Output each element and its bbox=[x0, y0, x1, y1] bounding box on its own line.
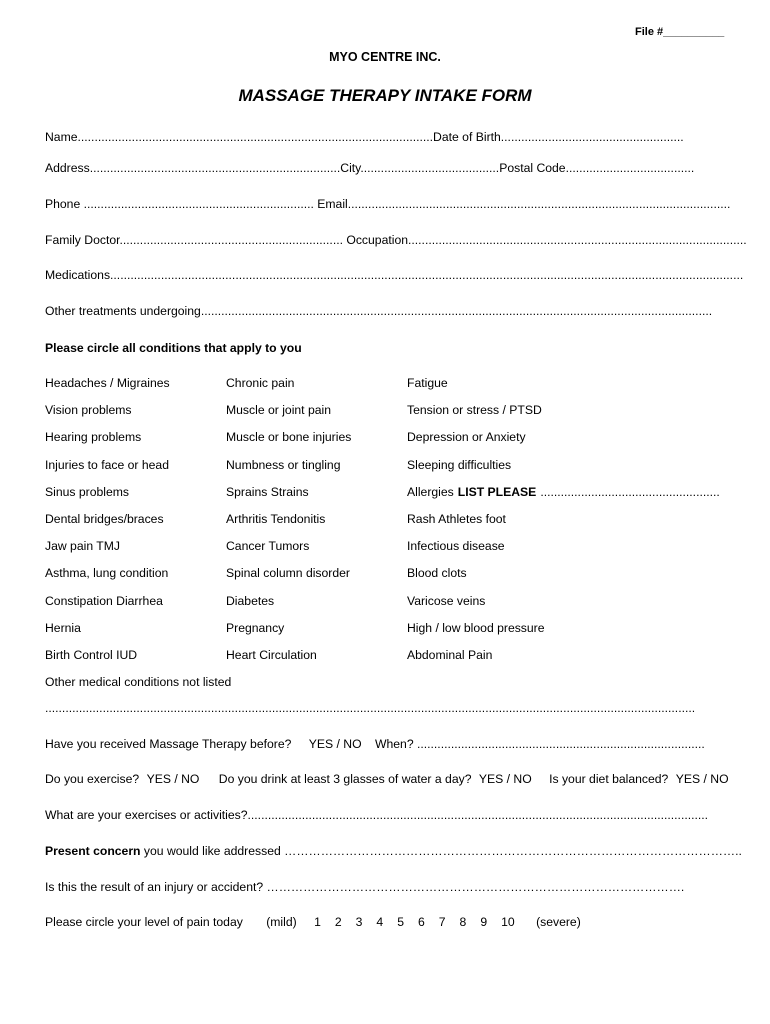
condition-item[interactable]: Arthritis Tendonitis bbox=[226, 512, 326, 526]
file-number[interactable]: File #__________ bbox=[635, 26, 725, 38]
condition-item[interactable]: Hernia bbox=[45, 620, 81, 635]
pain-level-7[interactable]: 7 bbox=[438, 915, 446, 929]
present-concern-label: Present concern bbox=[45, 844, 141, 858]
condition-item[interactable]: Birth Control IUD bbox=[45, 648, 138, 662]
condition-item[interactable]: Pregnancy bbox=[226, 620, 285, 635]
pain-numbers bbox=[300, 915, 515, 929]
allergies-line[interactable]: ..................................................... bbox=[540, 484, 720, 499]
condition-item[interactable]: High / low blood pressure bbox=[407, 620, 545, 635]
address-field[interactable]: Address..........................................................................City.........................................Postal Code...................................... bbox=[45, 161, 695, 175]
condition-item[interactable]: Numbness or tingling bbox=[226, 457, 341, 472]
water-options[interactable]: YES / NO bbox=[478, 772, 532, 786]
pain-level-2[interactable]: 2 bbox=[334, 915, 342, 929]
massage-before-question: Have you received Massage Therapy before? bbox=[45, 737, 292, 751]
condition-item[interactable]: Depression or Anxiety bbox=[407, 430, 526, 445]
allergies-list-please: LIST PLEASE bbox=[457, 484, 537, 499]
pain-mild-label: (mild) bbox=[266, 915, 297, 929]
pain-level-10[interactable]: 10 bbox=[501, 915, 515, 929]
medications-field[interactable]: Medications........................................................................................................................................................................................... bbox=[45, 268, 744, 282]
condition-item[interactable]: Muscle or bone injuries bbox=[226, 430, 352, 445]
condition-item[interactable]: Headaches / Migraines bbox=[45, 376, 170, 390]
pain-level-4[interactable]: 4 bbox=[376, 915, 384, 929]
conditions-heading: Please circle all conditions that apply to you bbox=[45, 341, 302, 355]
condition-item[interactable]: Sleeping difficulties bbox=[407, 457, 512, 472]
water-question: Do you drink at least 3 glasses of water a day? bbox=[218, 772, 472, 786]
injury-field[interactable]: Is this the result of an injury or accident? …………………………………………………………………………………………. bbox=[45, 880, 685, 894]
present-concern-field[interactable] bbox=[45, 844, 742, 858]
condition-item[interactable]: Constipation Diarrhea bbox=[45, 593, 163, 608]
condition-item[interactable]: Asthma, lung condition bbox=[45, 566, 169, 581]
condition-item[interactable]: Hearing problems bbox=[45, 430, 142, 445]
pain-level-5[interactable]: 5 bbox=[397, 915, 404, 929]
pain-level-3[interactable]: 3 bbox=[355, 915, 363, 929]
pain-level-8[interactable]: 8 bbox=[459, 915, 467, 929]
exercise-question: Do you exercise? bbox=[45, 772, 140, 786]
condition-item[interactable]: Rash Athletes foot bbox=[407, 512, 506, 526]
condition-item[interactable]: Varicose veins bbox=[407, 593, 486, 608]
pain-severe-label: (severe) bbox=[536, 915, 581, 929]
condition-item[interactable]: Vision problems bbox=[45, 403, 132, 418]
pain-scale-label: Please circle your level of pain today bbox=[45, 915, 243, 929]
condition-item[interactable]: Sprains Strains bbox=[226, 484, 309, 499]
condition-item[interactable]: Muscle or joint pain bbox=[226, 403, 331, 418]
massage-before-row bbox=[45, 737, 705, 751]
condition-item[interactable]: Dental bridges/braces bbox=[45, 512, 164, 526]
present-concern-line[interactable]: you would like addressed ………………………………………………………………………………………………….. bbox=[140, 844, 742, 858]
condition-item[interactable]: Sinus problems bbox=[45, 484, 129, 499]
condition-item-allergies[interactable] bbox=[407, 485, 720, 499]
pain-level-1[interactable]: 1 bbox=[314, 915, 321, 929]
exercises-field[interactable]: What are your exercises or activities?........................................................................................................................................ bbox=[45, 808, 709, 822]
phone-email-field[interactable]: Phone .................................................................... Email................................................................................................................. bbox=[45, 197, 731, 211]
company-name: MYO CENTRE INC. bbox=[329, 50, 441, 64]
condition-item[interactable]: Diabetes bbox=[226, 593, 275, 608]
name-dob-field[interactable]: Name.........................................................................................................Date of Birth...................................................... bbox=[45, 130, 684, 144]
condition-item[interactable]: Tension or stress / PTSD bbox=[407, 403, 542, 418]
condition-item[interactable]: Fatigue bbox=[407, 376, 448, 390]
diet-question: Is your diet balanced? bbox=[549, 772, 669, 786]
form-title: MASSAGE THERAPY INTAKE FORM bbox=[238, 86, 532, 105]
diet-options[interactable]: YES / NO bbox=[675, 772, 729, 786]
condition-item[interactable]: Blood clots bbox=[407, 566, 467, 581]
allergies-label[interactable]: Allergies bbox=[407, 484, 454, 499]
other-treatments-field[interactable]: Other treatments undergoing....................................................................................................................................................... bbox=[45, 304, 713, 318]
pain-level-6[interactable]: 6 bbox=[417, 915, 425, 929]
condition-item[interactable]: Abdominal Pain bbox=[407, 648, 493, 662]
condition-item[interactable]: Spinal column disorder bbox=[226, 566, 350, 581]
doctor-occupation-field[interactable]: Family Doctor.................................................................. Occupation.................................................................................................... bbox=[45, 233, 747, 247]
massage-before-options[interactable]: YES / NO bbox=[308, 737, 362, 751]
pain-level-9[interactable]: 9 bbox=[480, 915, 488, 929]
condition-item[interactable]: Injuries to face or head bbox=[45, 457, 169, 472]
other-conditions-label: Other medical conditions not listed bbox=[45, 675, 232, 689]
condition-item[interactable]: Heart Circulation bbox=[226, 648, 317, 662]
massage-when-field[interactable]: When? ..................................................................................... bbox=[374, 737, 705, 751]
condition-item[interactable]: Cancer Tumors bbox=[226, 539, 310, 554]
pain-scale-row bbox=[45, 915, 581, 929]
lifestyle-row bbox=[45, 772, 729, 786]
condition-item[interactable]: Infectious disease bbox=[407, 539, 505, 554]
condition-item[interactable]: Jaw pain TMJ bbox=[45, 539, 120, 554]
exercise-options[interactable]: YES / NO bbox=[146, 772, 200, 786]
other-conditions-line[interactable]: ................................................................................................................................................................................................ bbox=[45, 701, 696, 715]
condition-item[interactable]: Chronic pain bbox=[226, 376, 295, 390]
